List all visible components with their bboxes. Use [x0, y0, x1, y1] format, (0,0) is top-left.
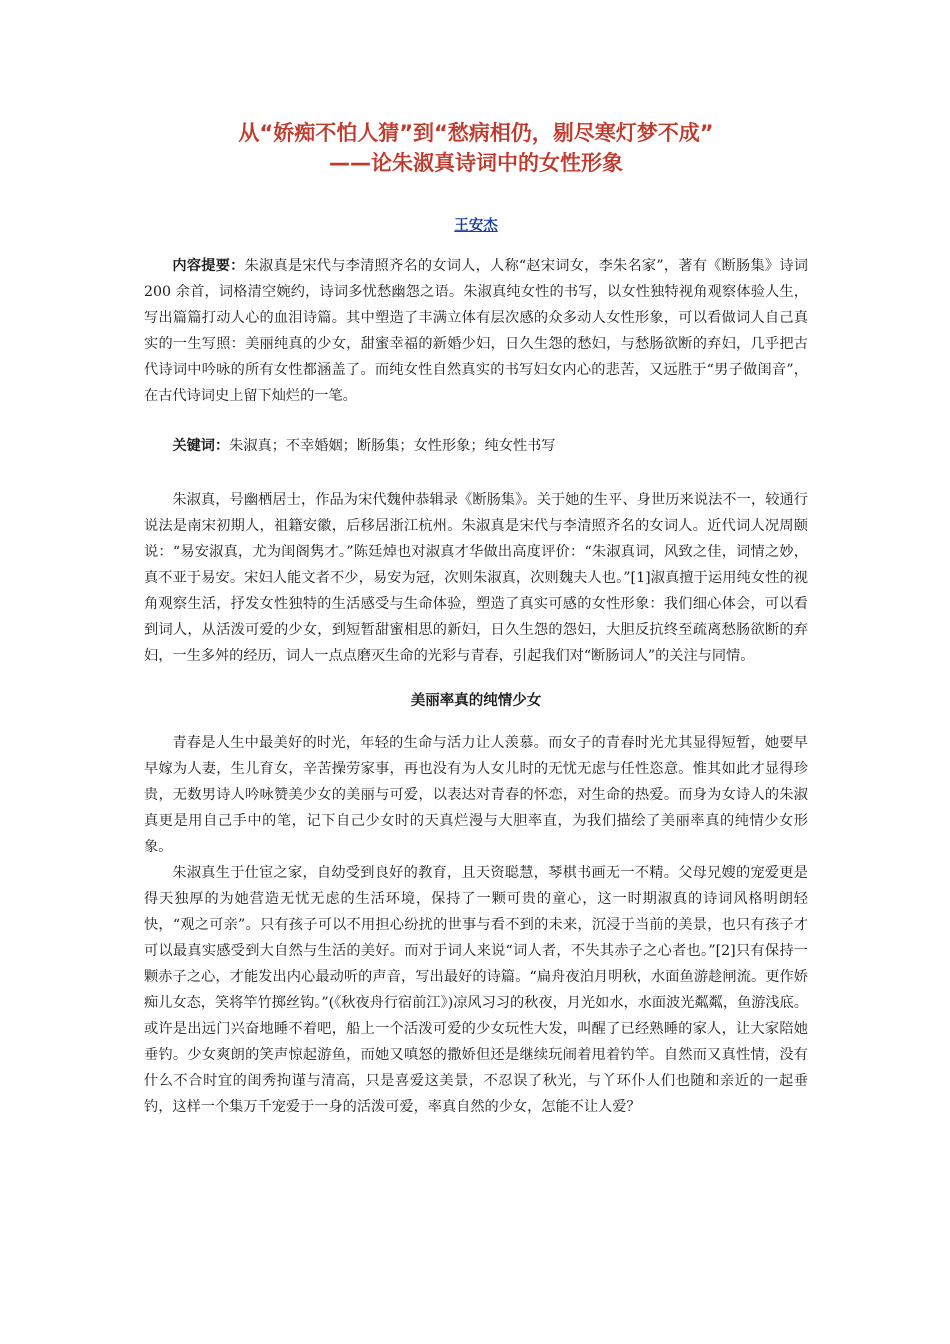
- section-heading: 美丽率真的纯情少女: [410, 693, 542, 709]
- abstract-paragraph: [144, 253, 808, 409]
- abstract-label: 内容提要：: [172, 258, 245, 274]
- article-title: [144, 118, 808, 178]
- abstract-text: 朱淑真是宋代与李清照齐名的女词人，人称“赵宋词女，李朱名家”，著有《断肠集》诗词 200 余首，词格清空婉约，诗词多忧愁幽怨之语。朱淑真纯女性的书写，以女性独特视角观察体验人生，写出篇篇打动人心的血泪诗篇。其中塑造了丰满立体有层次感的众多动人女性形象，可以看做词人自己真实的一生写照：美丽纯真的少女，甜蜜幸福的新婚少妇，日久生怨的愁妇，与愁肠欲断的弃妇，几乎把古代诗词中吟咏的所有女性都涵盖了。而纯女性自然真实的书写妇女内心的悲苦，又远胜于“男子做闺音”，在古代诗词史上留下灿烂的一笔。: [144, 258, 808, 404]
- keywords-paragraph: [144, 433, 808, 459]
- document-page: [144, 118, 808, 1120]
- section-paragraph-2: 朱淑真生于仕宦之家，自幼受到良好的教育，且天资聪慧，琴棋书画无一不精。父母兄嫂的宠爱更是得天独厚的为她营造无忧无虑的生活环境，保持了一颗可贵的童心，这一时期淑真的诗词风格明朗轻快，“观之可亲”。只有孩子可以不用担心纷扰的世事与看不到的未来，沉浸于当前的美景，也只有孩子才可以最真实感受到大自然与生活的美好。而对于词人来说“词人者，不失其赤子之心者也。”[2]只有保持一颗赤子之心，才能发出内心最动听的声音，写出最好的诗篇。“扁舟夜泊月明秋，水面鱼游趁闸流。更作娇痴儿女态，笑将竿竹掷丝钩。”(《秋夜舟行宿前江》)凉风习习的秋夜，月光如水，水面波光粼粼，鱼游浅底。或许是出远门兴奋地睡不着吧，船上一个活泼可爱的少女玩性大发，叫醒了已经熟睡的家人，让大家陪她垂钓。少女爽朗的笑声惊起游鱼，而她又嗔怒的撒娇但还是继续玩闹着甩着钓竿。自然而又真性情，没有什么不合时宜的闺秀拘谨与清高，只是喜爱这美景，不忍误了秋光，与丫环仆人们也随和亲近的一起垂钓，这样一个集万千宠爱于一身的活泼可爱，率真自然的少女，怎能不让人爱？: [144, 865, 808, 1115]
- author-link-wrapper: [144, 214, 808, 235]
- title-line-1: 从“娇痴不怕人猜”到“愁病相仍，剔尽寒灯梦不成”: [238, 121, 714, 145]
- keywords-text: 朱淑真；不幸婚姻；断肠集；女性形象；纯女性书写: [229, 438, 556, 454]
- keywords-label: 关键词：: [172, 438, 230, 454]
- section-paragraph-1: 青春是人生中最美好的时光，年轻的生命与活力让人羡慕。而女子的青春时光尤其显得短暂，她要早早嫁为人妻，生儿育女，辛苦操劳家事，再也没有为人女儿时的无忧无虑与任性恣意。惟其如此才显得珍贵，无数男诗人吟咏赞美少女的美丽与可爱，以表达对青春的怀恋，对生命的热爱。而身为女诗人的朱淑真更是用自己手中的笔，记下自己少女时的天真烂漫与大胆率直，为我们描绘了美丽率真的纯情少女形象。: [144, 735, 808, 855]
- author-link[interactable]: 王安杰: [454, 218, 498, 234]
- title-line-2: ——论朱淑真诗词中的女性形象: [329, 151, 623, 175]
- intro-paragraph: 朱淑真，号幽栖居士，作品为宋代魏仲恭辑录《断肠集》。关于她的生平、身世历来说法不一，较通行说法是南宋初期人，祖籍安徽，后移居浙江杭州。朱淑真是宋代与李清照齐名的女词人。近代词人况周颐说：“易安淑真，尤为闺阁隽才。”陈廷焯也对淑真才华做出高度评价：“朱淑真词，风致之佳，词情之妙，真不亚于易安。宋妇人能文者不少，易安为冠，次则朱淑真，次则魏夫人也。”[1]淑真擅于运用纯女性的视角观察生活，抒发女性独特的生活感受与生命体验，塑造了真实可感的女性形象：我们细心体会，可以看到词人，从活泼可爱的少女，到短暂甜蜜相思的新妇，日久生怨的怨妇，大胆反抗终至疏离愁肠欲断的弃妇，一生多舛的经历，词人一点点磨灭生命的光彩与青春，引起我们对“断肠词人”的关注与同情。: [144, 492, 808, 664]
